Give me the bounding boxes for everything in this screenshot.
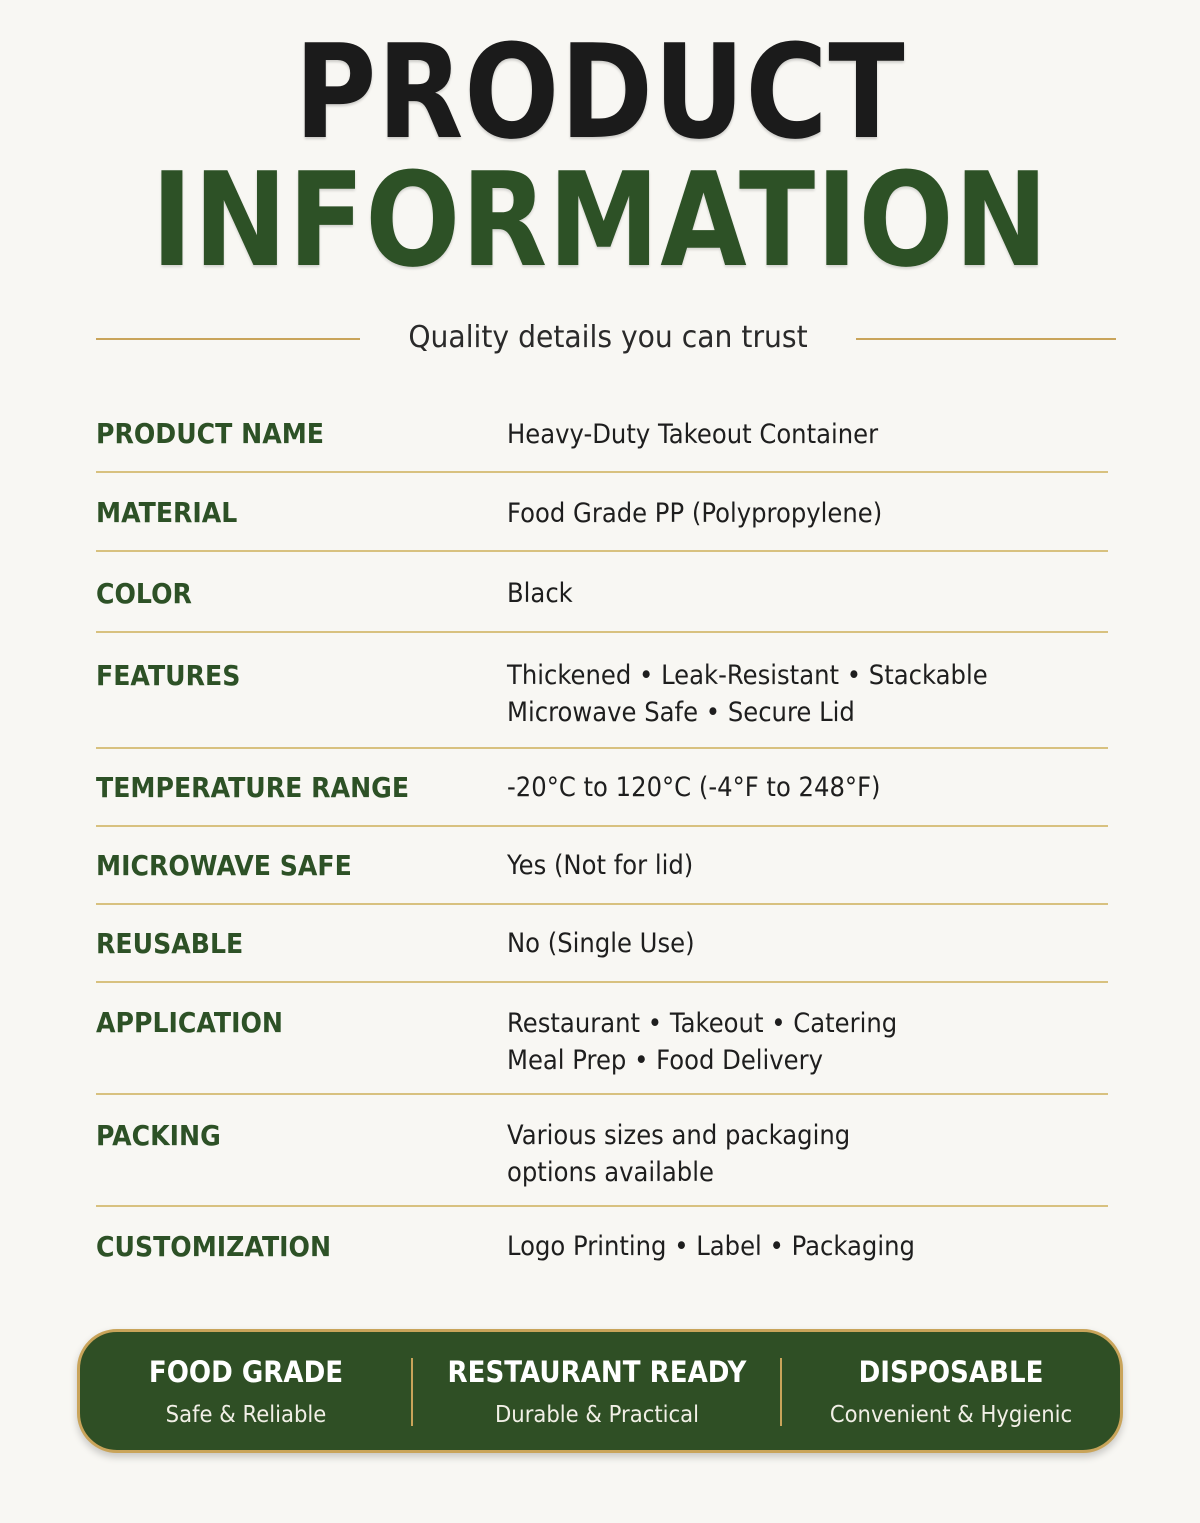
spec-value (507, 495, 882, 532)
subtitle-divider-left (96, 338, 360, 340)
badge-title: DISPOSABLE (858, 1355, 1044, 1389)
spec-value-line: Heavy-Duty Takeout Container (507, 419, 879, 450)
spec-value-line: No (Single Use) (507, 928, 695, 959)
spec-row-reusable (96, 905, 1108, 983)
spec-row-customization (96, 1207, 1108, 1287)
spec-value (507, 847, 693, 884)
badge-restaurant-ready (413, 1332, 781, 1450)
spec-value (507, 925, 695, 962)
spec-value-line: Meal Prep • Food Delivery (507, 1045, 823, 1076)
badge-title: RESTAURANT READY (447, 1355, 747, 1389)
badge-title: FOOD GRADE (148, 1355, 344, 1389)
spec-value-line: Thickened • Leak-Resistant • Stackable (507, 660, 988, 691)
spec-label: CUSTOMIZATION (96, 1230, 332, 1263)
spec-label: MATERIAL (96, 496, 238, 529)
spec-value (507, 657, 988, 731)
spec-value (507, 575, 573, 612)
page-title-line-2: INFORMATION (151, 144, 1049, 296)
spec-row-material (96, 473, 1108, 552)
spec-value (507, 1117, 850, 1191)
spec-value-line: options available (507, 1157, 714, 1188)
spec-value (507, 1005, 897, 1079)
spec-row-application (96, 983, 1108, 1095)
spec-row-microwave-safe (96, 827, 1108, 905)
spec-label: REUSABLE (96, 927, 244, 960)
badge-food-grade (80, 1332, 412, 1450)
spec-label: FEATURES (96, 659, 241, 692)
badge-subtitle: Safe & Reliable (165, 1402, 327, 1428)
spec-row-temperature-range (96, 749, 1108, 827)
spec-label: MICROWAVE SAFE (96, 849, 352, 882)
spec-row-features (96, 633, 1108, 749)
badge-subtitle: Durable & Practical (494, 1402, 699, 1428)
spec-value-line: Black (507, 578, 573, 609)
page-subtitle: Quality details you can trust (408, 320, 808, 355)
spec-label: APPLICATION (96, 1006, 284, 1039)
badge-subtitle: Convenient & Hygienic (829, 1402, 1073, 1428)
spec-value-line: Food Grade PP (Polypropylene) (507, 498, 883, 529)
spec-value-line: Various sizes and packaging (507, 1120, 851, 1151)
spec-value (507, 769, 881, 806)
spec-value (507, 1228, 915, 1265)
spec-row-product-name (96, 395, 1108, 473)
spec-label: PACKING (96, 1119, 221, 1152)
feature-badge-bar (77, 1329, 1123, 1453)
spec-label: TEMPERATURE RANGE (96, 771, 410, 804)
spec-value-line: Microwave Safe • Secure Lid (507, 697, 855, 728)
spec-value-line: Restaurant • Takeout • Catering (507, 1008, 898, 1039)
badge-disposable (782, 1332, 1120, 1450)
spec-label: PRODUCT NAME (96, 417, 325, 450)
spec-row-packing (96, 1095, 1108, 1207)
subtitle-divider-right (856, 338, 1116, 340)
page-title-line-1: PRODUCT (294, 16, 906, 168)
spec-label: COLOR (96, 577, 192, 610)
spec-value (507, 416, 878, 453)
spec-row-color (96, 552, 1108, 633)
spec-value-line: Yes (Not for lid) (507, 850, 694, 881)
spec-value-line: -20°C to 120°C (-4°F to 248°F) (507, 772, 881, 803)
spec-value-line: Logo Printing • Label • Packaging (507, 1231, 915, 1262)
